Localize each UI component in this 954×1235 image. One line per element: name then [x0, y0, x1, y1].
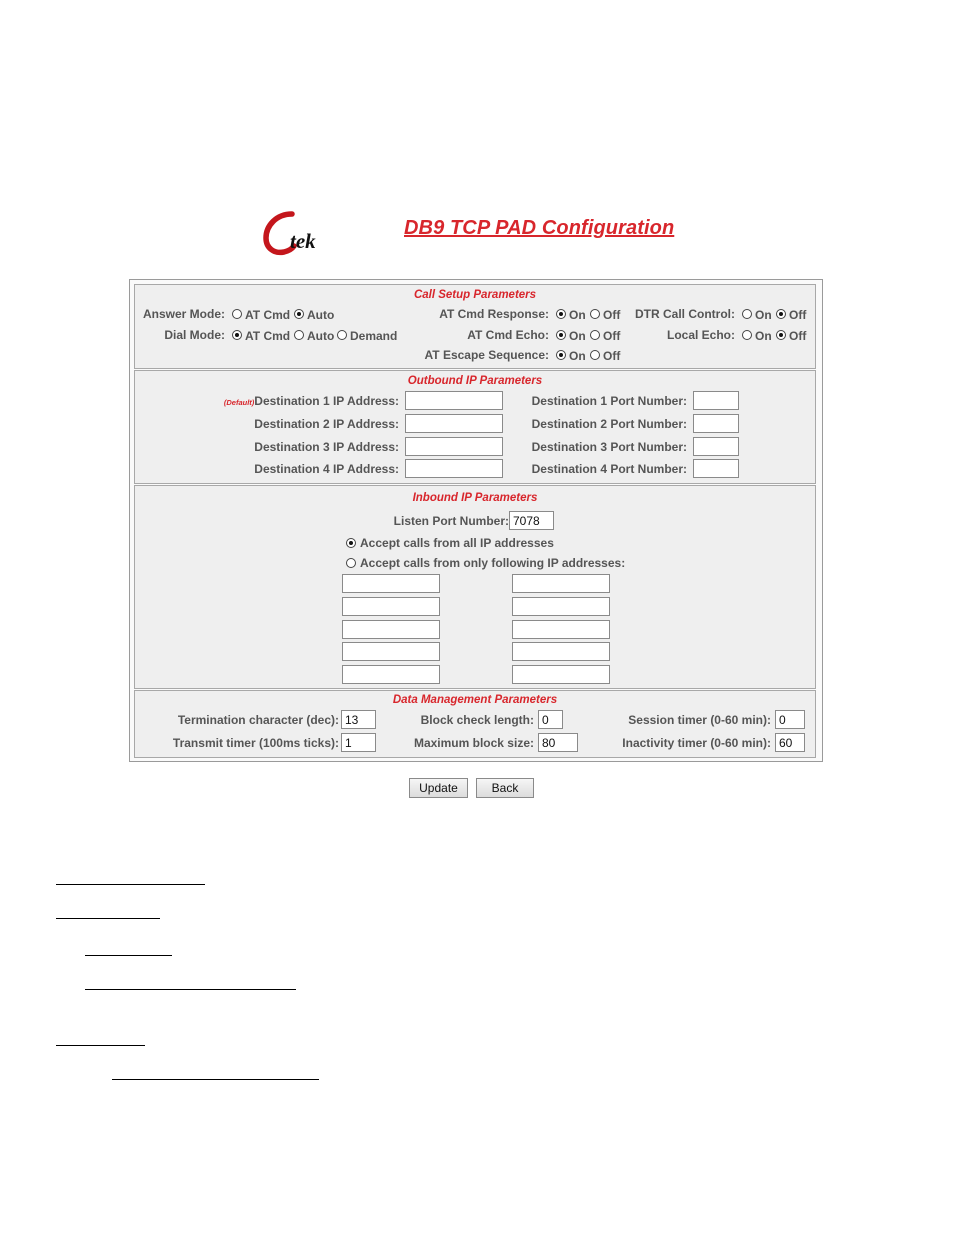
answer-mode-auto-label: Auto — [307, 308, 335, 322]
at-cmd-echo-on-radio[interactable] — [556, 330, 566, 340]
data-management-title: Data Management Parameters — [392, 694, 558, 706]
outline-line — [85, 955, 172, 956]
dest3-ip-label: Destination 3 IP Address: — [254, 440, 399, 454]
inactivity-timer-label: Inactivity timer (0-60 min): — [622, 736, 771, 750]
data-management-section — [134, 690, 816, 758]
allowed-ip-input[interactable] — [342, 620, 440, 639]
outbound-title: Outbound IP Parameters — [407, 375, 543, 387]
allowed-ip-input[interactable] — [512, 665, 610, 684]
dest1-port-input[interactable] — [693, 391, 739, 410]
dest4-ip-input[interactable] — [405, 459, 503, 478]
dtr-off-label: Off — [789, 308, 807, 322]
block-check-label: Block check length: — [420, 713, 534, 727]
at-cmd-echo-off-radio[interactable] — [590, 330, 600, 340]
dest1-ip-input[interactable] — [405, 391, 503, 410]
dest2-port-label: Destination 2 Port Number: — [531, 417, 687, 431]
at-cmd-echo-on-label: On — [569, 329, 586, 343]
dtr-on-radio[interactable] — [742, 309, 752, 319]
block-check-input[interactable] — [538, 710, 563, 729]
call-setup-title: Call Setup Parameters — [413, 289, 537, 301]
allowed-ip-input[interactable] — [342, 642, 440, 661]
answer-mode-label: Answer Mode: — [142, 307, 225, 321]
max-block-size-label: Maximum block size: — [413, 736, 534, 750]
inbound-title: Inbound IP Parameters — [412, 492, 538, 504]
config-form — [129, 279, 823, 762]
dest1-ip-label — [224, 394, 399, 408]
accept-only-label: Accept calls from only following IP addresses: — [360, 556, 626, 570]
local-echo-on-radio[interactable] — [742, 330, 752, 340]
local-echo-label: Local Echo: — [666, 328, 735, 342]
allowed-ip-input[interactable] — [342, 597, 440, 616]
inbound-section — [134, 485, 816, 689]
transmit-timer-input[interactable] — [341, 733, 376, 752]
dtr-on-label: On — [755, 308, 772, 322]
local-echo-on-label: On — [755, 329, 772, 343]
outline-line — [56, 918, 160, 919]
answer-mode-atcmd-radio[interactable] — [232, 309, 242, 319]
at-cmd-echo-off-label: Off — [603, 329, 621, 343]
at-escape-on-label: On — [569, 349, 586, 363]
allowed-ip-input[interactable] — [512, 597, 610, 616]
dest1-ip-label-text: Destination 1 IP Address: — [254, 394, 399, 408]
at-escape-on-radio[interactable] — [556, 350, 566, 360]
dest2-ip-input[interactable] — [405, 414, 503, 433]
at-escape-off-radio[interactable] — [590, 350, 600, 360]
allowed-ip-input[interactable] — [512, 620, 610, 639]
update-button[interactable]: Update — [409, 778, 468, 798]
at-escape-sequence-label: AT Escape Sequence: — [424, 348, 549, 362]
outline-line — [112, 1079, 319, 1080]
back-button[interactable]: Back — [476, 778, 534, 798]
dial-mode-demand-label: Demand — [350, 329, 398, 343]
allowed-ip-input[interactable] — [342, 665, 440, 684]
dest3-ip-input[interactable] — [405, 437, 503, 456]
dial-mode-auto-radio[interactable] — [294, 330, 304, 340]
at-cmd-echo-label: AT Cmd Echo: — [467, 328, 549, 342]
at-cmd-response-off-radio[interactable] — [590, 309, 600, 319]
inactivity-timer-input[interactable] — [775, 733, 805, 752]
call-setup-section — [134, 284, 816, 369]
at-escape-off-label: Off — [603, 349, 621, 363]
termination-char-input[interactable] — [341, 710, 376, 729]
outbound-section — [134, 370, 816, 484]
at-cmd-response-on-label: On — [569, 308, 586, 322]
allowed-ip-input[interactable] — [512, 574, 610, 593]
dial-mode-label: Dial Mode: — [164, 328, 225, 342]
svg-text:tek: tek — [290, 229, 316, 253]
answer-mode-auto-radio[interactable] — [294, 309, 304, 319]
dest3-port-input[interactable] — [693, 437, 739, 456]
outline-line — [85, 989, 296, 990]
accept-all-radio[interactable] — [346, 538, 356, 548]
local-echo-off-radio[interactable] — [776, 330, 786, 340]
dest4-ip-label: Destination 4 IP Address: — [254, 462, 399, 476]
session-timer-input[interactable] — [775, 710, 805, 729]
dest2-port-input[interactable] — [693, 414, 739, 433]
at-cmd-response-off-label: Off — [603, 308, 621, 322]
at-cmd-response-label: AT Cmd Response: — [439, 307, 549, 321]
at-cmd-response-on-radio[interactable] — [556, 309, 566, 319]
default-tag: (Default) — [223, 398, 255, 407]
allowed-ip-input[interactable] — [512, 642, 610, 661]
accept-all-label: Accept calls from all IP addresses — [360, 536, 554, 550]
page-title: DB9 TCP PAD Configuration — [404, 217, 675, 239]
dest4-port-label: Destination 4 Port Number: — [531, 462, 687, 476]
dest3-port-label: Destination 3 Port Number: — [531, 440, 687, 454]
session-timer-label: Session timer (0-60 min): — [628, 713, 771, 727]
dial-mode-atcmd-label: AT Cmd — [245, 329, 291, 343]
accept-only-radio[interactable] — [346, 558, 356, 568]
local-echo-off-label: Off — [789, 329, 807, 343]
answer-mode-atcmd-label: AT Cmd — [245, 308, 291, 322]
ctek-logo — [262, 208, 338, 258]
dial-mode-demand-radio[interactable] — [337, 330, 347, 340]
listen-port-input[interactable] — [509, 511, 554, 530]
dest1-port-label: Destination 1 Port Number: — [531, 394, 687, 408]
listen-port-label: Listen Port Number: — [393, 514, 509, 528]
dest4-port-input[interactable] — [693, 459, 739, 478]
transmit-timer-label: Transmit timer (100ms ticks): — [172, 736, 339, 750]
termination-char-label: Termination character (dec): — [177, 713, 339, 727]
dial-mode-auto-label: Auto — [307, 329, 335, 343]
outline-line — [56, 884, 205, 885]
dtr-off-radio[interactable] — [776, 309, 786, 319]
outline-line — [56, 1045, 145, 1046]
dest2-ip-label: Destination 2 IP Address: — [254, 417, 399, 431]
max-block-size-input[interactable] — [538, 733, 578, 752]
allowed-ip-input[interactable] — [342, 574, 440, 593]
dial-mode-atcmd-radio[interactable] — [232, 330, 242, 340]
dtr-call-control-label: DTR Call Control: — [635, 307, 735, 321]
